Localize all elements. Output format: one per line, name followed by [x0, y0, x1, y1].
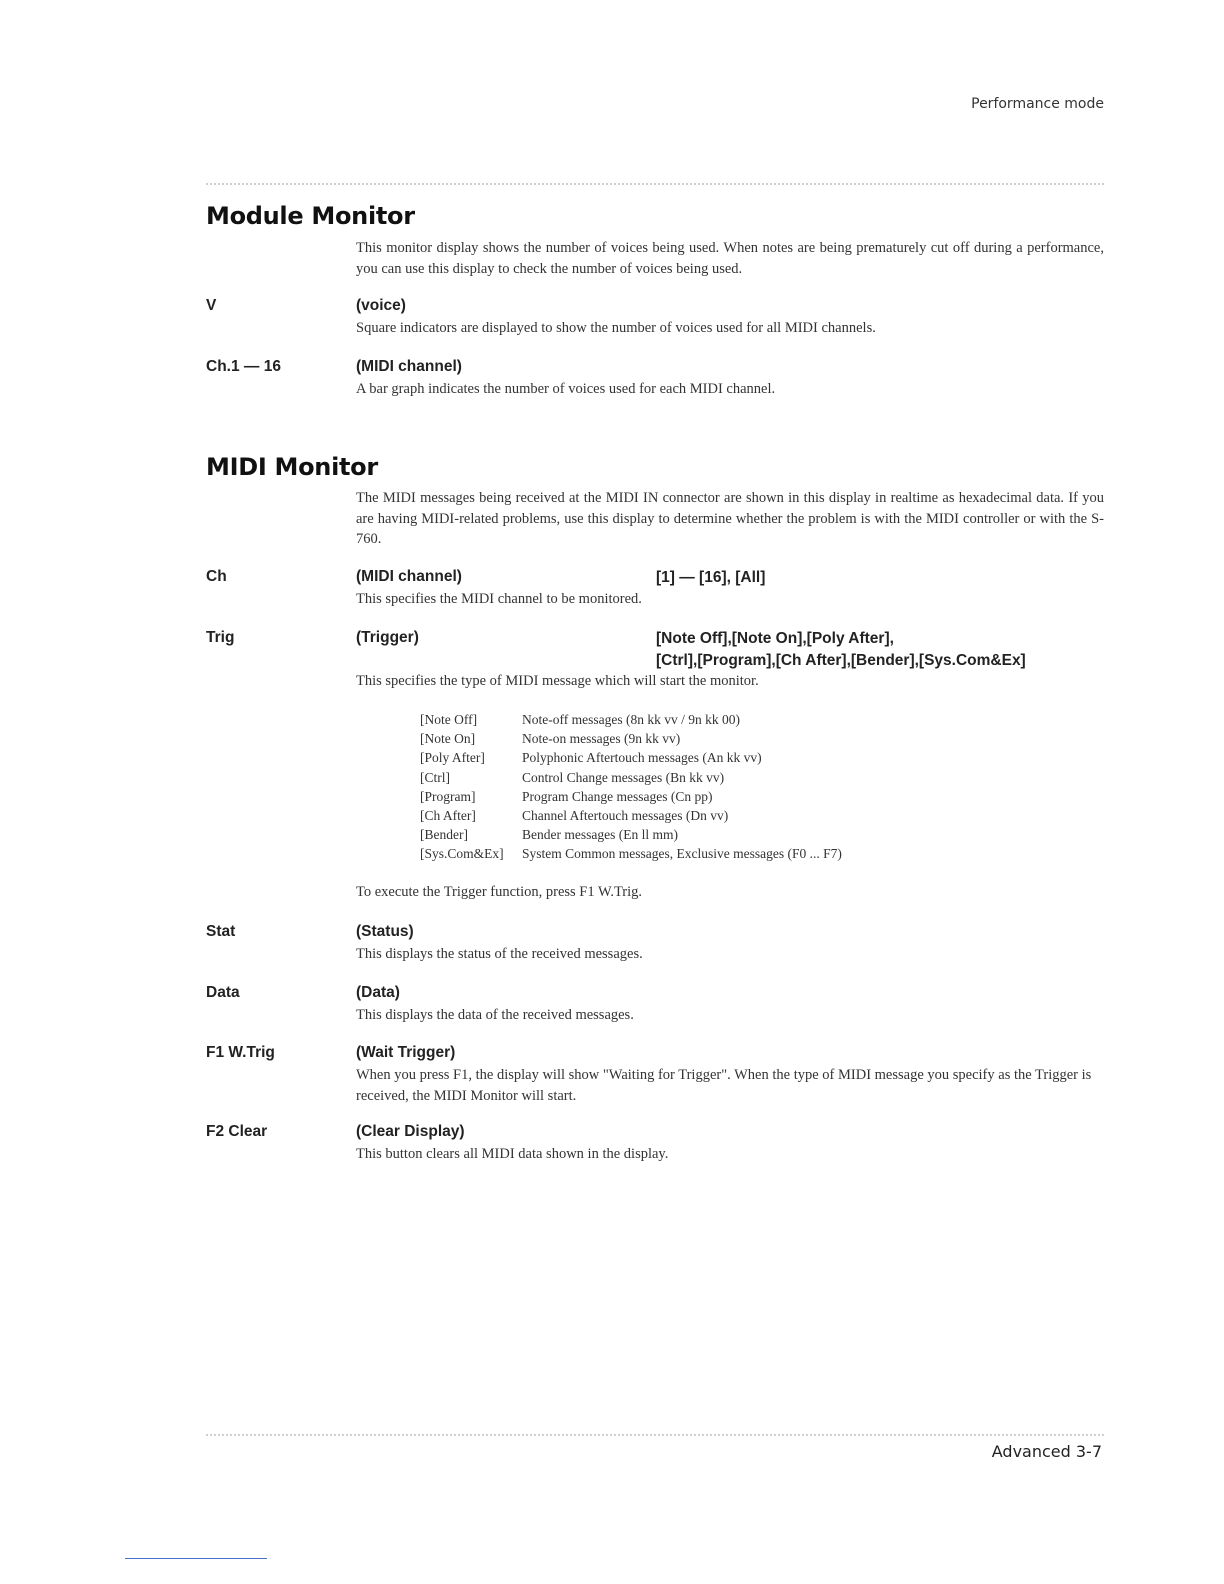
message-key: [Note Off] — [420, 712, 478, 727]
message-key: [Program] — [420, 788, 476, 804]
desc-data: This displays the data of the received messages. — [356, 1007, 634, 1023]
term-f2-clear: F2 Clear — [206, 1123, 268, 1140]
table-row — [420, 844, 842, 863]
message-value: Channel Aftertouch messages (Dn vv) — [522, 808, 729, 824]
top-divider — [206, 183, 1104, 185]
message-key: [Ctrl] — [420, 769, 450, 785]
table-row — [420, 825, 842, 844]
term-ch: Ch — [206, 568, 227, 585]
message-value: Bender messages (En ll mm) — [522, 827, 678, 843]
range-midi-channel: [1] — [16], [All] — [656, 569, 766, 586]
table-row — [420, 806, 842, 825]
desc-status: This displays the status of the received messages. — [356, 946, 643, 962]
term-data: Data — [206, 984, 240, 1001]
param-status: (Status) — [356, 923, 414, 940]
message-value: Note-on messages (9n kk vv) — [522, 731, 681, 747]
bottom-divider — [206, 1434, 1104, 1436]
term-v: V — [206, 297, 217, 314]
midi-monitor-title: MIDI Monitor — [206, 453, 378, 481]
desc-voice: Square indicators are displayed to show the number of voices used for all MIDI channels. — [356, 320, 876, 336]
range-trigger-line1: [Note Off],[Note On],[Poly After], — [656, 630, 894, 647]
message-value: Note-off messages (8n kk vv / 9n kk 00) — [522, 712, 740, 727]
running-header: Performance mode — [971, 96, 1104, 112]
param-wait-trigger: (Wait Trigger) — [356, 1044, 456, 1061]
param-midi-channel-module: (MIDI channel) — [356, 358, 462, 375]
table-row — [420, 748, 842, 767]
param-trigger: (Trigger) — [356, 629, 419, 646]
term-f1-wtrig: F1 W.Trig — [206, 1044, 275, 1061]
message-value: Polyphonic Aftertouch messages (An kk vv) — [522, 750, 762, 766]
term-trig: Trig — [206, 629, 235, 646]
message-key: [Ch After] — [420, 808, 476, 824]
message-key: [Bender] — [420, 827, 468, 843]
module-monitor-intro: This monitor display shows the number of voices being used. When notes are being prematurely cut off during a performance, you can use this display to check the number of voices being used. — [356, 240, 1104, 277]
table-row — [420, 768, 842, 787]
desc-clear-display: This button clears all MIDI data shown in the display. — [356, 1146, 669, 1162]
message-key: [Poly After] — [420, 750, 485, 766]
param-midi-channel: (MIDI channel) — [356, 568, 462, 585]
message-value: System Common messages, Exclusive messages (F0 ... F7) — [522, 846, 842, 862]
param-data: (Data) — [356, 984, 400, 1001]
message-key: [Sys.Com&Ex] — [420, 846, 504, 862]
page-number: Advanced 3-7 — [991, 1442, 1102, 1461]
desc-midi-channel: This specifies the MIDI channel to be monitored. — [356, 591, 642, 607]
desc-midi-channel-module: A bar graph indicates the number of voices used for each MIDI channel. — [356, 381, 776, 397]
message-key: [Note On] — [420, 731, 476, 747]
message-value: Program Change messages (Cn pp) — [522, 788, 713, 804]
param-clear-display: (Clear Display) — [356, 1123, 465, 1140]
term-ch-1-16: Ch.1 — 16 — [206, 358, 281, 375]
module-monitor-title: Module Monitor — [206, 202, 415, 230]
table-row — [420, 729, 842, 748]
message-value: Control Change messages (Bn kk vv) — [522, 769, 725, 785]
corner-rule — [125, 1558, 267, 1559]
desc-trigger: This specifies the type of MIDI message which will start the monitor. — [356, 673, 759, 689]
table-row — [420, 787, 842, 806]
desc-wait-trigger: When you press F1, the display will show "Waiting for Trigger". When the type of MIDI message you specify as the Trigger is received, the MIDI Monitor will start. — [356, 1067, 1092, 1104]
midi-monitor-intro: The MIDI messages being received at the MIDI IN connector are shown in this display in realtime as hexadecimal data. If you are having MIDI-related problems, use this display to determine whether the problem is with the MIDI controller or with the S-760. — [356, 490, 1104, 547]
trigger-message-table — [420, 710, 842, 864]
trigger-note: To execute the Trigger function, press F1 W.Trig. — [356, 884, 643, 900]
term-stat: Stat — [206, 923, 236, 940]
range-trigger-line2: [Ctrl],[Program],[Ch After],[Bender],[Sys.Com&Ex] — [656, 652, 1026, 669]
table-row — [420, 710, 842, 729]
param-voice: (voice) — [356, 297, 406, 314]
